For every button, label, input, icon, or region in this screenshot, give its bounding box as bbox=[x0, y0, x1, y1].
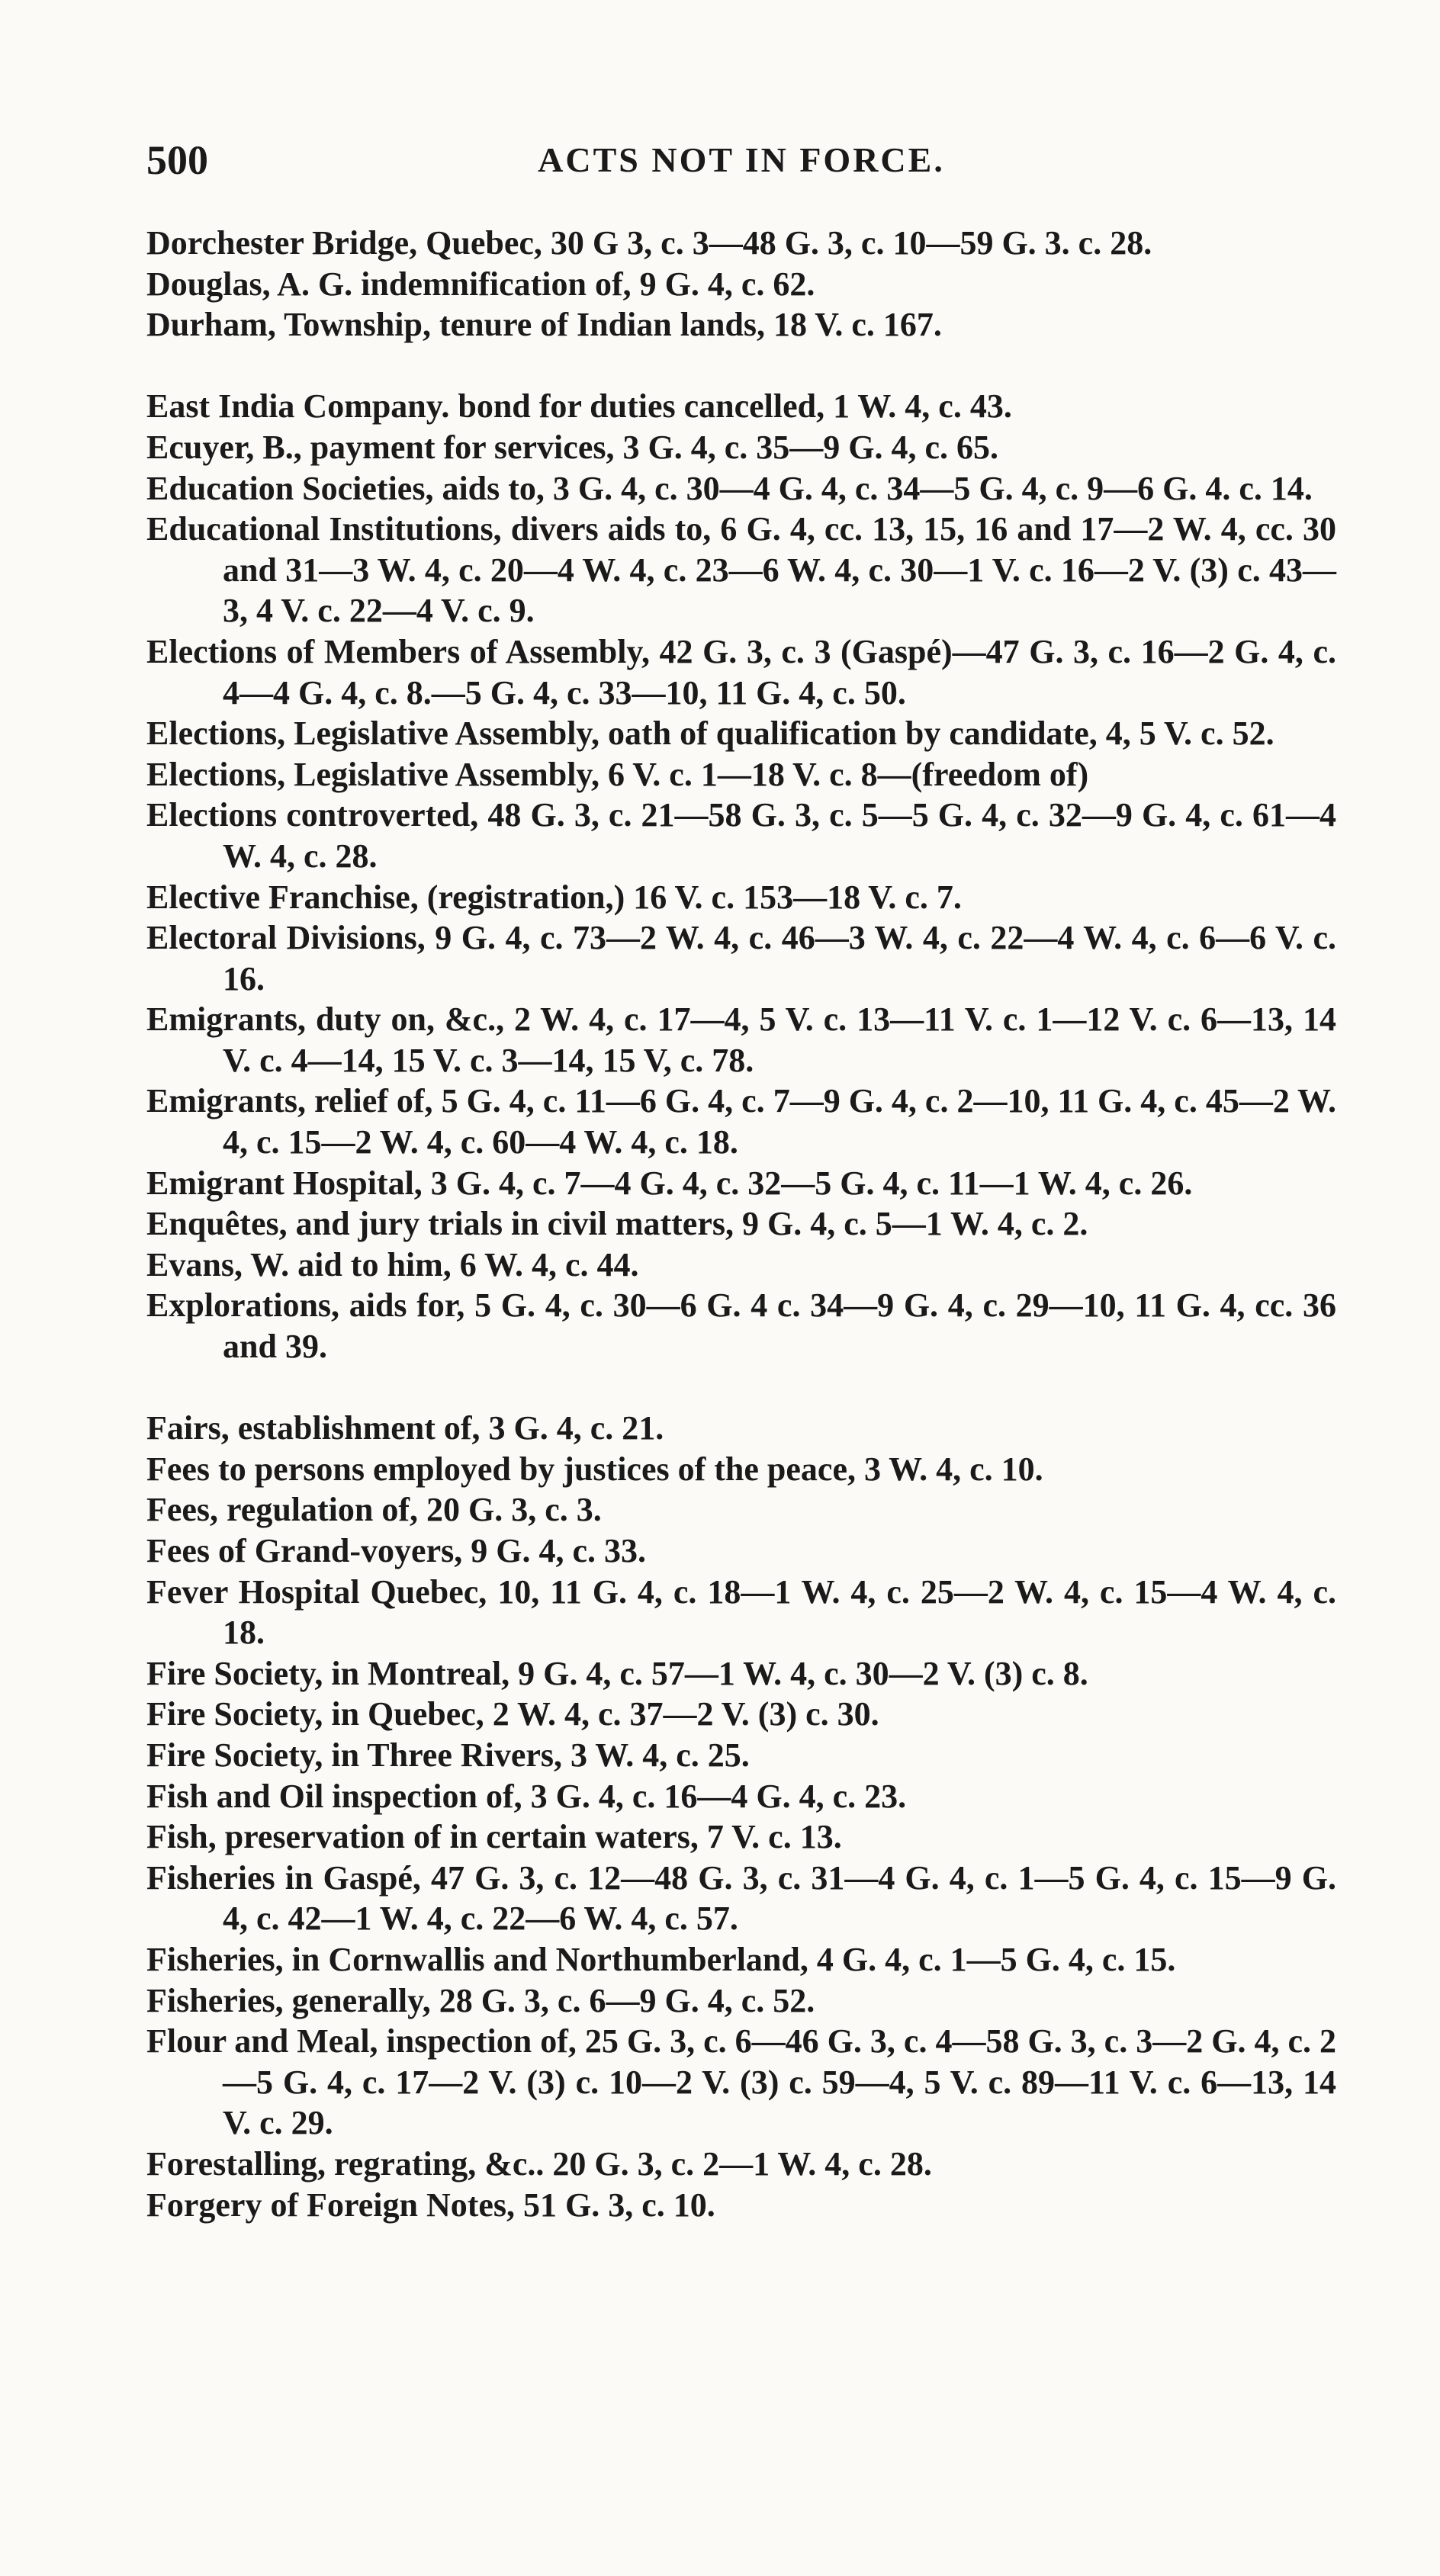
index-entry: Elections, Legislative Assembly, oath of qualification by candidate, 4, 5 V. c. 52. bbox=[146, 715, 1274, 753]
index-entry: Dorchester Bridge, Quebec, 30 G 3, c. 3—48 G. 3, c. 10—59 G. 3. c. 28. bbox=[146, 224, 1152, 262]
index-entry: Fisheries in Gaspé, 47 G. 3, c. 12—48 G. 3, c. 31—4 G. 4, c. 1—5 G. 4, c. 15—9 G. 4, c. 42—1 W. 4, c. 22—6 W. 4, c. 57. bbox=[146, 1858, 1336, 1938]
index-entry: Fish, preservation of in certain waters, 7 V. c. 13. bbox=[146, 1818, 842, 1856]
page-number: 500 bbox=[146, 137, 208, 183]
index-entry: Douglas, A. G. indemnification of, 9 G. 4, c. 62. bbox=[146, 265, 815, 303]
index-entry: Education Societies, aids to, 3 G. 4, c. 30—4 G. 4, c. 34—5 G. 4, c. 9—6 G. 4. c. 14. bbox=[146, 469, 1313, 507]
index-entry: East India Company. bond for duties cancelled, 1 W. 4, c. 43. bbox=[146, 387, 1012, 426]
index-entry: Fees, regulation of, 20 G. 3, c. 3. bbox=[146, 1491, 602, 1529]
index-entry: Elections, Legislative Assembly, 6 V. c. 1—18 V. c. 8—(freedom of) bbox=[146, 755, 1089, 793]
index-entry: Fever Hospital Quebec, 10, 11 G. 4, c. 18—1 W. 4, c. 25—2 W. 4, c. 15—4 W. 4, c. 18. bbox=[146, 1572, 1336, 1652]
running-title: ACTS NOT IN FORCE. bbox=[538, 140, 945, 179]
index-entry: Ecuyer, B., payment for services, 3 G. 4, c. 35—9 G. 4, c. 65. bbox=[146, 428, 998, 466]
page-header bbox=[146, 136, 1336, 185]
section-gap bbox=[146, 345, 1336, 387]
index-entry: Fairs, establishment of, 3 G. 4, c. 21. bbox=[146, 1409, 664, 1447]
index-entry: Flour and Meal, inspection of, 25 G. 3, c. 6—46 G. 3, c. 4—58 G. 3, c. 3—2 G. 4, c. 2—5 G. 4, c. 17—2 V. (3) c. 10—2 V. (3) c. 59—4, 5 V. c. 89—11 V. c. 6—13, 14 V. c. 29. bbox=[146, 2022, 1336, 2142]
index-entry: Fees of Grand-voyers, 9 G. 4, c. 33. bbox=[146, 1532, 646, 1569]
index-entry: Evans, W. aid to him, 6 W. 4, c. 44. bbox=[146, 1245, 639, 1283]
index-entry: Durham, Township, tenure of Indian lands, 18 V. c. 167. bbox=[146, 306, 942, 344]
index-entry: Fish and Oil inspection of, 3 G. 4, c. 16—4 G. 4, c. 23. bbox=[146, 1777, 907, 1815]
index-entry: Emigrants, duty on, &c., 2 W. 4, c. 17—4, 5 V. c. 13—11 V. c. 1—12 V. c. 6—13, 14 V. c. 4—14, 15 V. c. 3—14, 15 V, c. 78. bbox=[146, 1001, 1336, 1079]
index-entry: Fisheries, in Cornwallis and Northumberland, 4 G. 4, c. 1—5 G. 4, c. 15. bbox=[146, 1940, 1176, 1978]
index-entry: Fees to persons employed by justices of the peace, 3 W. 4, c. 10. bbox=[146, 1450, 1043, 1488]
index-entry: Elections controverted, 48 G. 3, c. 21—58 G. 3, c. 5—5 G. 4, c. 32—9 G. 4, c. 61—4 W. 4, c. 28. bbox=[146, 796, 1336, 875]
index-entry: Fire Society, in Montreal, 9 G. 4, c. 57—1 W. 4, c. 30—2 V. (3) c. 8. bbox=[146, 1654, 1088, 1692]
index-entry: Fisheries, generally, 28 G. 3, c. 6—9 G. 4, c. 52. bbox=[146, 1981, 815, 2019]
index-entry: Elections of Members of Assembly, 42 G. 3, c. 3 (Gaspé)—47 G. 3, c. 16—2 G. 4, c. 4—4 G. 4, c. 8.—5 G. 4, c. 33—10, 11 G. 4, c. 50. bbox=[146, 632, 1336, 711]
index-entry: Emigrant Hospital, 3 G. 4, c. 7—4 G. 4, c. 32—5 G. 4, c. 11—1 W. 4, c. 26. bbox=[146, 1164, 1193, 1202]
index-entry: Enquêtes, and jury trials in civil matters, 9 G. 4, c. 5—1 W. 4, c. 2. bbox=[146, 1205, 1088, 1243]
index-entry: Forgery of Foreign Notes, 51 G. 3, c. 10. bbox=[146, 2186, 715, 2224]
index-entry: Fire Society, in Quebec, 2 W. 4, c. 37—2 V. (3) c. 30. bbox=[146, 1695, 879, 1733]
index-entry: Fire Society, in Three Rivers, 3 W. 4, c. 25. bbox=[146, 1736, 750, 1774]
index-entry: Forestalling, regrating, &c.. 20 G. 3, c. 2—1 W. 4, c. 28. bbox=[146, 2144, 932, 2183]
index-entry: Emigrants, relief of, 5 G. 4, c. 11—6 G. 4, c. 7—9 G. 4, c. 2—10, 11 G. 4, c. 45—2 W. 4, c. 15—2 W. 4, c. 60—4 W. 4, c. 18. bbox=[146, 1082, 1336, 1161]
index-entry: Elective Franchise, (registration,) 16 V. c. 153—18 V. c. 7. bbox=[146, 878, 962, 916]
index-entries bbox=[146, 223, 1336, 2225]
index-entry: Electoral Divisions, 9 G. 4, c. 73—2 W. 4, c. 46—3 W. 4, c. 22—4 W. 4, c. 6—6 V. c. 16. bbox=[146, 919, 1336, 997]
index-entry: Explorations, aids for, 5 G. 4, c. 30—6 G. 4 c. 34—9 G. 4, c. 29—10, 11 G. 4, cc. 36 and 39. bbox=[146, 1286, 1336, 1366]
section-gap bbox=[146, 1367, 1336, 1408]
index-entry: Educational Institutions, divers aids to, 6 G. 4, cc. 13, 15, 16 and 17—2 W. 4, cc. 30 and 31—3 W. 4, c. 20—4 W. 4, c. 23—6 W. 4, c. 30—1 V. c. 16—2 V. (3) c. 43—3, 4 V. c. 22—4 V. c. 9. bbox=[146, 510, 1336, 630]
